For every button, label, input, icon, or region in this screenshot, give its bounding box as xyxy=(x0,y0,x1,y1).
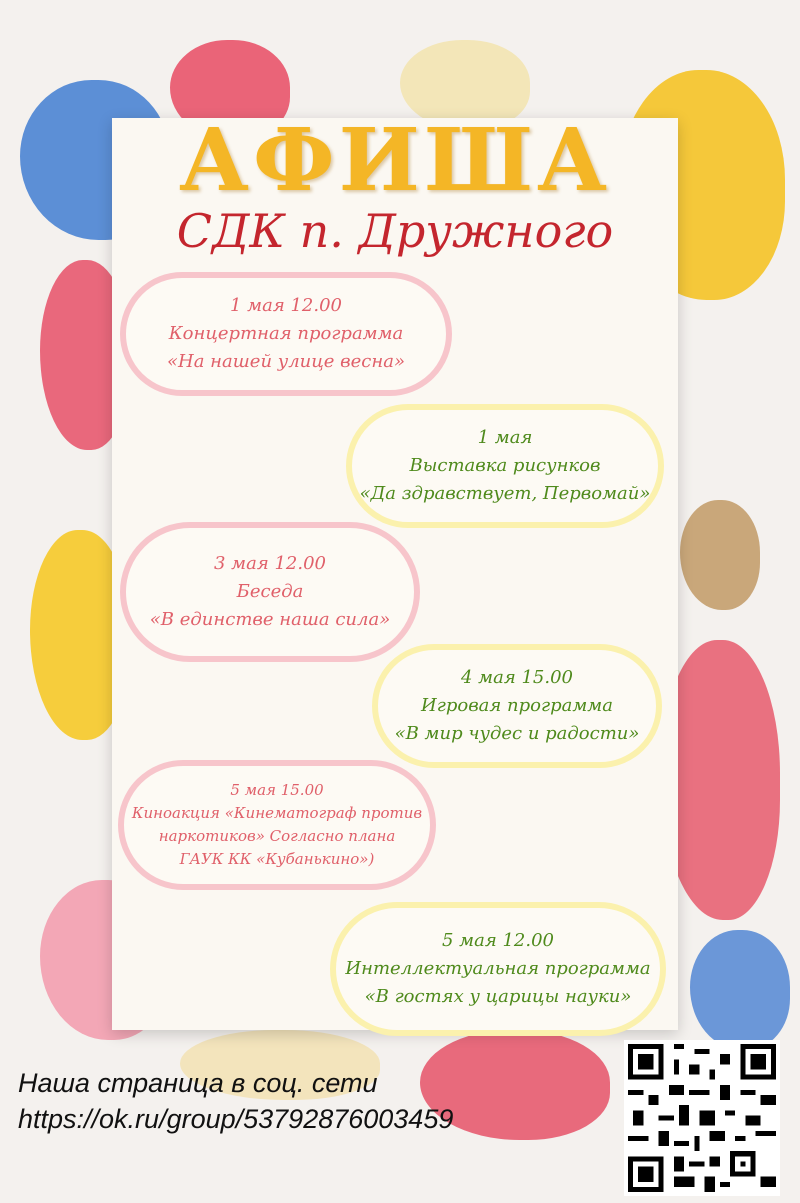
qr-code-icon xyxy=(624,1040,780,1196)
event-type: Выставка рисунков xyxy=(409,455,601,476)
event-card xyxy=(330,902,666,1036)
event-date: 4 мая 15.00 xyxy=(461,667,573,688)
social-caption: Наша страница в соц. сети xyxy=(18,1068,378,1098)
event-card xyxy=(120,522,420,662)
event-date: 5 мая 12.00 xyxy=(442,930,554,951)
event-type: Интеллектуальная программа xyxy=(345,958,651,979)
event-name: «Да здравствует, Первомай» xyxy=(359,483,651,504)
event-name: «В гостях у царицы науки» xyxy=(364,986,632,1007)
event-date: 1 мая 12.00 xyxy=(230,295,342,316)
poster-title: АФИША xyxy=(179,110,611,211)
event-type: Концертная программа xyxy=(168,323,404,344)
poster-subtitle: СДК п. Дружного xyxy=(176,204,614,258)
event-date: 3 мая 12.00 xyxy=(214,553,326,574)
event-extra: ГАУК КК «Кубанькино») xyxy=(179,850,375,868)
event-name: «В единстве наша сила» xyxy=(149,609,391,630)
event-card xyxy=(120,272,452,396)
event-type: Киноакция «Кинематограф против xyxy=(131,804,423,822)
event-date: 1 мая xyxy=(477,427,533,448)
event-date: 5 мая 15.00 xyxy=(230,781,324,799)
event-name: «В мир чудес и радости» xyxy=(394,723,640,744)
event-type: Игровая программа xyxy=(421,695,613,716)
event-type: Беседа xyxy=(236,581,304,602)
leaf-sprig xyxy=(680,500,760,610)
pink-flower xyxy=(660,640,780,920)
event-card xyxy=(346,404,664,528)
event-card xyxy=(118,760,436,890)
social-link[interactable]: https://ok.ru/group/53792876003459 xyxy=(18,1104,454,1134)
event-card xyxy=(372,644,662,768)
event-name: «На нашей улице весна» xyxy=(166,351,405,372)
event-name: наркотиков» Согласно плана xyxy=(158,827,396,845)
blue-flower xyxy=(690,930,790,1050)
